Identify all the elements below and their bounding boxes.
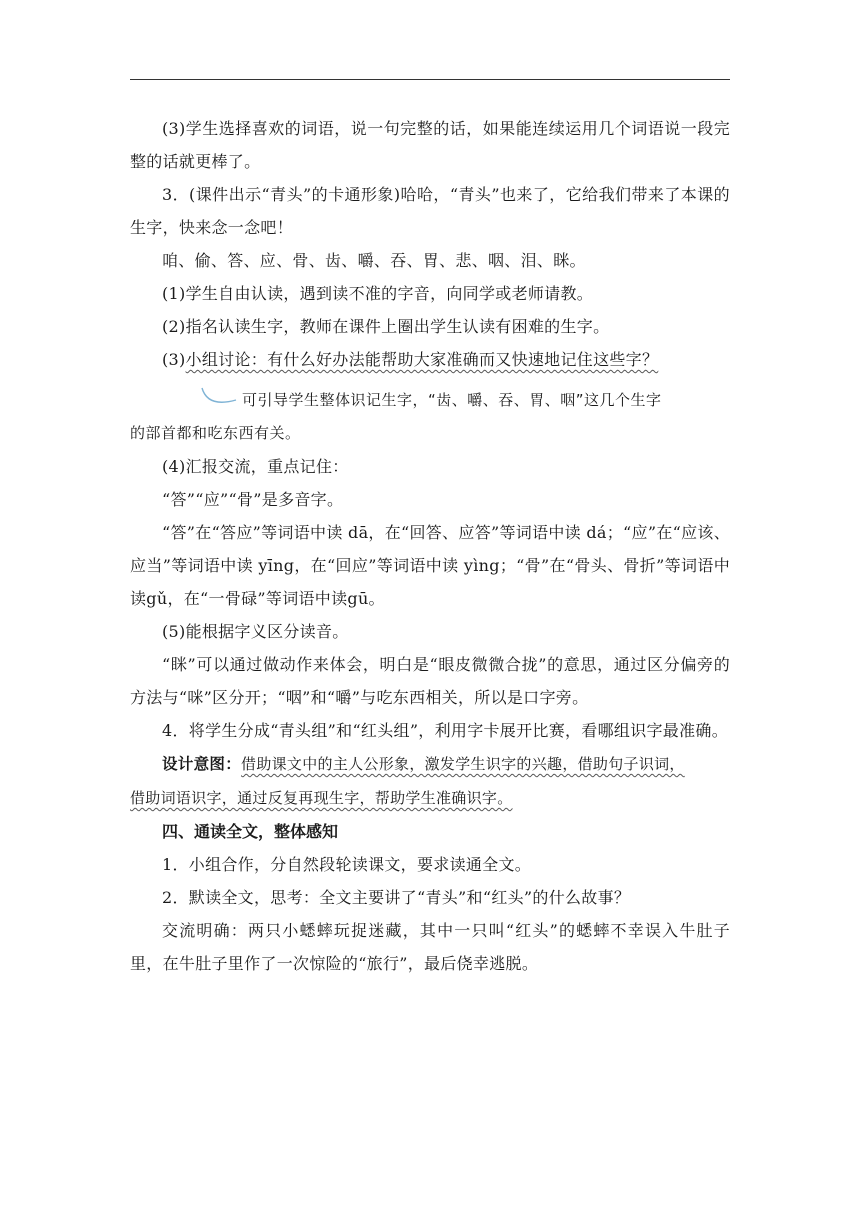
section-four-item2: 2．默读全文，思考：全文主要讲了“青头”和“红头”的什么故事？ — [162, 888, 631, 907]
paragraph-self-reading: (1)学生自由认读，遇到读不准的字音，向同学或老师请教。 — [162, 284, 594, 303]
design-intent-line2 — [130, 781, 730, 815]
paragraph-group-discussion — [130, 343, 730, 376]
design-intent-line1 — [130, 747, 730, 781]
tip-text-line1: 可引导学生整体识记生字，“齿、嚼、吞、胃、咽”这几个生字 — [242, 391, 662, 409]
design-intent-text2: 借助词语识字，通过反复再现生字，帮助学生准确识字。 — [130, 789, 513, 807]
paragraph-named-reading: (2)指名认读生字，教师在课件上圈出学生认读有困难的生字。 — [162, 317, 610, 336]
section-four-title: 四、通读全文，整体感知 — [162, 822, 339, 841]
design-intent — [130, 747, 730, 815]
section-four-conclusion: 交流明确：两只小蟋蟀玩捉迷藏，其中一只叫“红头”的蟋蟀不幸误入牛肚子里，在牛肚子里作了一次惊险的“旅行”，最后侥幸逃脱。 — [130, 921, 730, 973]
paragraph-item4-game: 4．将学生分成“青头组”和“红头组”，利用字卡展开比赛，看哪组识字最准确。 — [162, 721, 728, 740]
discussion-prefix: (3) — [162, 350, 186, 369]
design-intent-text1: 借助课文中的主人公形象，激发学生识字的兴趣，借助句子识词， — [241, 755, 685, 773]
paragraph-item3-intro: 3．(课件出示“青头”的卡通形象)哈哈，“青头”也来了，它给我们带来了本课的生字，快来念一念吧！ — [130, 185, 730, 237]
document-body — [130, 112, 730, 980]
paragraph-report-exchange: (4)汇报交流，重点记住： — [162, 457, 349, 476]
annotation-arrow-icon — [200, 386, 240, 408]
paragraph-new-characters: 咱、偷、答、应、骨、齿、嚼、吞、胃、悲、咽、泪、眯。 — [162, 251, 586, 270]
teaching-tip-line1 — [130, 384, 730, 417]
paragraph-polyphonic: “答”“应”“骨”是多音字。 — [162, 490, 344, 509]
design-intent-label: 设计意图： — [162, 755, 242, 773]
paragraph-step3-sentence: (3)学生选择喜欢的词语，说一句完整的话，如果能连续运用几个词语说一段完整的话就更棒了。 — [130, 119, 730, 171]
discussion-question: 小组讨论：有什么好办法能帮助大家准确而又快速地记住这些字？ — [185, 350, 659, 369]
paragraph-distinguish: (5)能根据字义区分读音。 — [162, 622, 349, 641]
paragraph-mi-explanation: “眯”可以通过做动作来体会，明白是“眼皮微微合拢”的意思，通过区分偏旁的方法与“咪”区分开；“咽”和“嚼”与吃东西相关，所以是口字旁。 — [130, 655, 730, 707]
header-rule — [130, 79, 730, 80]
section-four-item1: 1．小组合作，分自然段轮读课文，要求读通全文。 — [162, 855, 532, 874]
paragraph-pronunciation: “答”在“答应”等词语中读 dā，在“回答、应答”等词语中读 dá；“应”在“应该、应当”等词语中读 yīng，在“回应”等词语中读 yìng；“骨”在“骨头、骨折”等词语中读gǔ，在“一骨碌”等词语中读gū。 — [130, 523, 730, 608]
teaching-tip-line2: 的部首都和吃东西有关。 — [130, 424, 301, 442]
